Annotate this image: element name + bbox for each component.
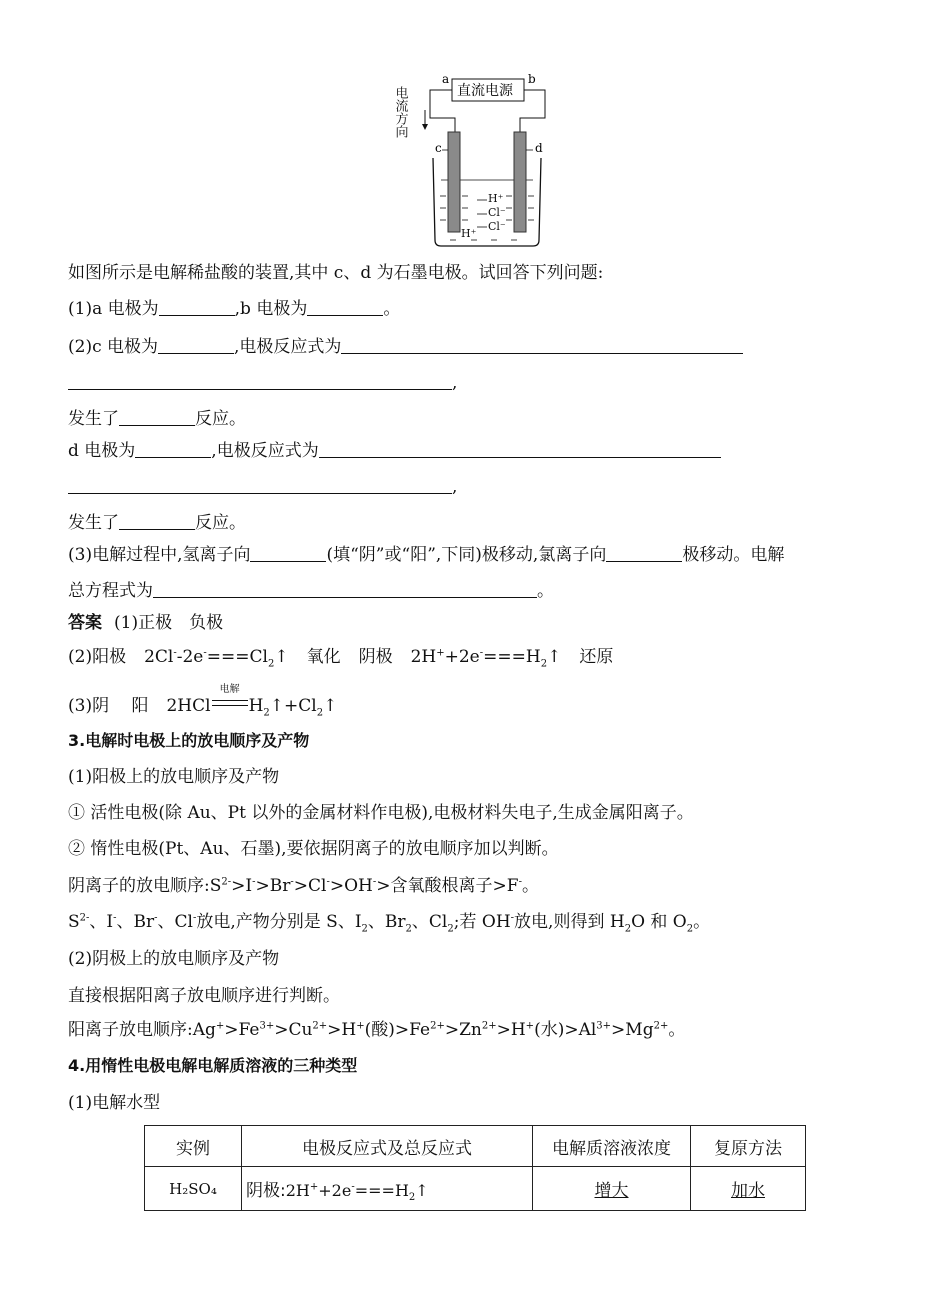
blank xyxy=(159,298,235,316)
blank xyxy=(119,408,195,426)
table-row xyxy=(145,1167,806,1211)
ion-label: H⁺ xyxy=(461,227,477,240)
question-3: (3)电解过程中,氢离子向 (填“阴”或“阳”,下同)极移动,氯离子向 极移动。电解 xyxy=(68,545,785,565)
answer-2: (2)阳极 $2Cl^--2e^-===Cl_2↑$ 氧化 阴极 $2H^++2e^-===H_2↑$ 还原 xyxy=(68,647,614,670)
blank xyxy=(606,544,682,562)
question-intro: 如图所示是电解稀盐酸的装置,其中 c、d 为石墨电极。试回答下列问题: xyxy=(68,263,604,283)
question-2-c-type: 发生了 反应。 xyxy=(68,409,246,429)
cathode-equation: $2H^++2e^-===H_2↑$ xyxy=(410,647,562,670)
blank xyxy=(250,544,326,562)
blank xyxy=(68,476,452,494)
section-3-sub2: (2)阴极上的放电顺序及产物 xyxy=(68,949,280,969)
blank xyxy=(135,440,211,458)
ion-label: Cl⁻ xyxy=(488,220,506,233)
table-header: 实例 xyxy=(145,1126,242,1167)
electrode-c-label: c xyxy=(435,141,442,155)
blank xyxy=(307,298,383,316)
answer-3: (3)阴 阳 2HCl 电解 $H_2↑+Cl_2↑$ xyxy=(68,684,338,719)
section-3-title: 3.电解时电极上的放电顺序及产物 xyxy=(68,731,310,750)
blank xyxy=(68,372,452,390)
question-2-d-cont: , xyxy=(68,476,457,498)
question-2-d: d 电极为 ,电极反应式为 xyxy=(68,440,721,462)
electrode-c xyxy=(448,132,460,232)
blank xyxy=(119,512,195,530)
answer-1: 答案 (1)正极 负极 xyxy=(68,613,224,633)
anion-products: $S^{2-}$、I-、Br-、Cl-放电,产物分别是 S、$I_2$、$Br_2$、$Cl_2$;若 OH-放电,则得到 $H_2O$ 和 $O_2$。 xyxy=(68,912,711,935)
cation-order: 阳离子放电顺序$:Ag^+>Fe^{3+}>Cu^{2+}>H^+$(酸)$>Fe^{2+}>Zn^{2+}>H^+$(水)$>Al^{3+}>Mg^{2+}$。 xyxy=(68,1020,686,1040)
table-cell-example: H₂SO₄ xyxy=(145,1167,242,1211)
blank xyxy=(153,580,537,598)
electrolysis-apparatus-diagram xyxy=(392,70,555,250)
question-2-d-type: 发生了 反应。 xyxy=(68,513,246,533)
question-1: (1)a 电极为 ,b 电极为 。 xyxy=(68,299,401,319)
blank xyxy=(158,336,234,354)
terminal-b-label: b xyxy=(528,72,536,86)
electrolysis-water-table xyxy=(144,1125,806,1211)
anode-equation: $2Cl^--2e^-===Cl_2↑$ xyxy=(144,647,289,670)
blank xyxy=(341,336,743,354)
section-3-sub1: (1)阳极上的放电顺序及产物 xyxy=(68,767,280,787)
ion-label: Cl⁻ xyxy=(488,206,506,219)
current-direction-label: 电流方向 xyxy=(392,86,408,138)
question-2-c: (2)c 电极为 ,电极反应式为 xyxy=(68,336,743,358)
section-4-sub1: (1)电解水型 xyxy=(68,1093,161,1113)
table-header-row xyxy=(145,1126,806,1167)
table-cell-concentration: 增大 xyxy=(533,1167,691,1211)
question-3-total: 总方程式为 。 xyxy=(68,581,554,601)
table-header: 复原方法 xyxy=(691,1126,806,1167)
section-4-title: 4.用惰性电极电解电解质溶液的三种类型 xyxy=(68,1056,358,1075)
answer-label: 答案 xyxy=(68,613,102,633)
anion-order: 阴离子的放电顺序$:S^{2-}>I^->Br^->Cl^->OH^->$含氧酸根离子>F-。 xyxy=(68,876,539,896)
section-3-item2: ② 惰性电极(Pt、Au、石墨),要依据阴离子的放电顺序加以判断。 xyxy=(68,839,559,859)
table-cell-reaction: 阴极$:2H^++2e^-===H_2↑$ xyxy=(242,1167,533,1211)
total-equation: 2HCl 电解 $H_2↑+Cl_2↑$ xyxy=(166,684,338,719)
ion-label: H⁺ xyxy=(488,192,504,205)
table-header: 电极反应式及总反应式 xyxy=(242,1126,533,1167)
section-3-direct: 直接根据阳离子放电顺序进行判断。 xyxy=(68,986,340,1006)
electrode-d xyxy=(514,132,526,232)
section-3-item1: ① 活性电极(除 Au、Pt 以外的金属材料作电极),电极材料失电子,生成金属阳离子。 xyxy=(68,803,694,823)
table-header: 电解质溶液浓度 xyxy=(533,1126,691,1167)
table-cell-method: 加水 xyxy=(691,1167,806,1211)
blank xyxy=(319,440,721,458)
power-source-label: 直流电源 xyxy=(457,83,513,99)
question-2-c-cont: , xyxy=(68,372,457,394)
terminal-a-label: a xyxy=(442,72,450,86)
electrode-d-label: d xyxy=(535,141,543,155)
